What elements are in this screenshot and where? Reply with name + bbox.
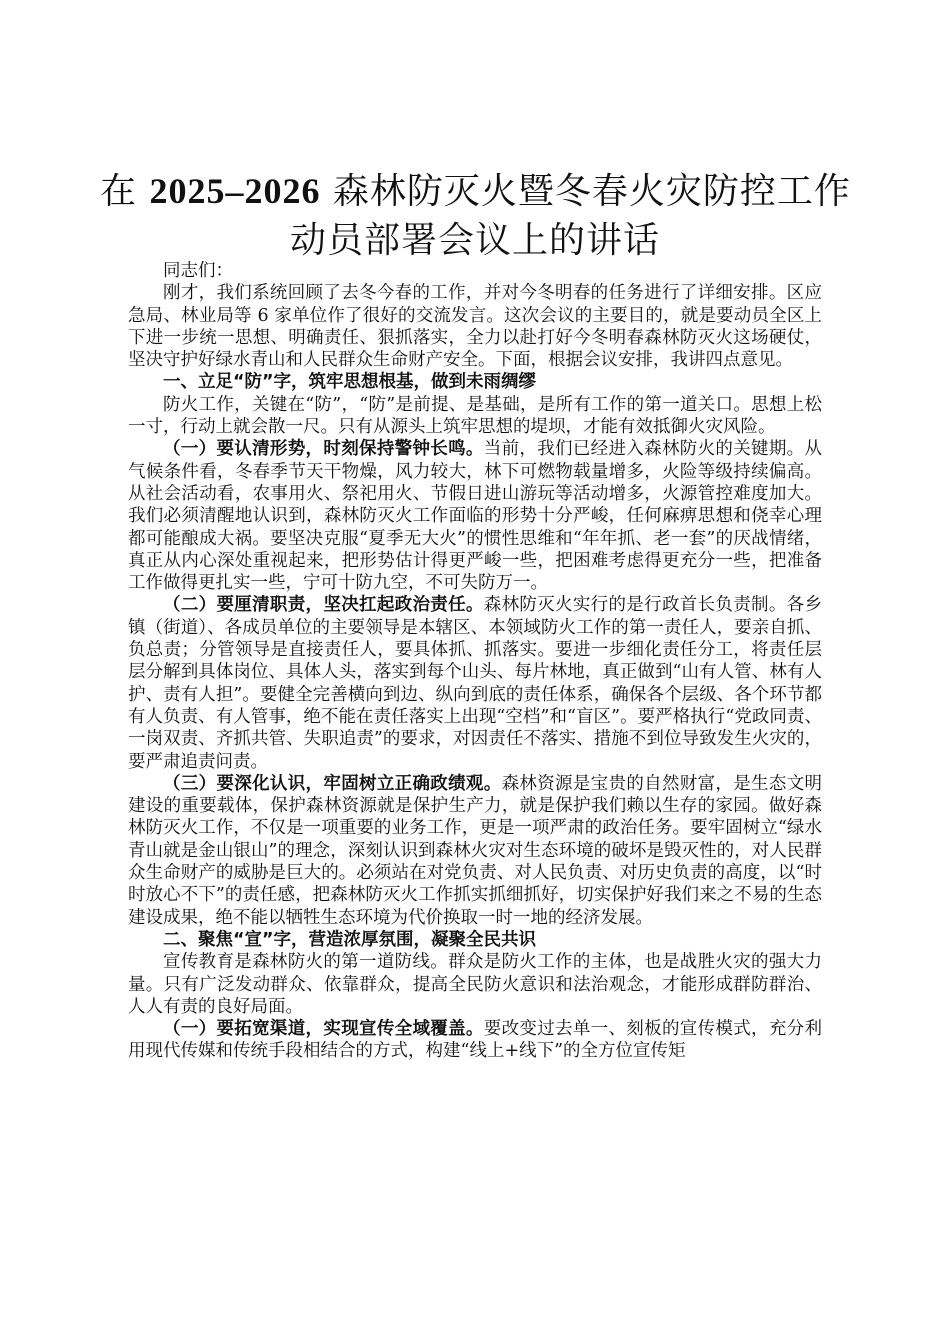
- document-title-line-1: [100, 166, 850, 217]
- section-1-item-1: [128, 438, 822, 594]
- section-1-paragraph: 防火工作，关键在“防”，“防”是前提、是基础，是所有工作的第一道关口。思想上松一寸，行动上就会散一尺。只有从源头上筑牢思想的堤坝，才能有效抵御火灾风险。: [128, 394, 822, 438]
- section-2-item-1: [128, 1018, 822, 1063]
- item-lead: （二）要厘清职责，坚决扛起政治责任。: [163, 595, 484, 616]
- intro-paragraph: 刚才，我们系统回顾了去冬今春的工作，并对今冬明春的任务进行了详细安排。区应急局、林业局等 6 家单位作了很好的交流发言。这次会议的主要目的，就是要动员全区上下进一步统一思想、明确责任、狠抓落实，全力以赴打好今冬明春森林防灭火这场硬仗，坚决守护好绿水青山和人民群众生命财产安全。下面，根据会议安排，我讲四点意见。: [128, 283, 822, 371]
- item-text: 森林资源是宝贵的自然财富，是生态文明建设的重要载体，保护森林资源就是保护生产力，就是保护我们赖以生存的家园。做好森林防灭火工作，不仅是一项重要的业务工作，更是一项严肃的政治任务。要牢固树立“绿水青山就是金山银山”的理念，深刻认识到森林火灾对生态环境的破坏是毁灭性的，对人民群众生命财产的威胁是巨大的。必须站在对党负责、对人民负责、对历史负责的高度，以“时时放心不下”的责任感，把森林防灭火工作抓实抓细抓好，切实保护好我们来之不易的生态建设成果，绝不能以牺牲生态环境为代价换取一时一地的经济发展。: [128, 773, 823, 928]
- greeting: 同志们：: [163, 261, 233, 281]
- item-text: 当前，我们已经进入森林防火的关键期。从气候条件看，冬春季节天干物燥，风力较大，林下可燃物载量增多，火险等级持续偏高。从社会活动看，农事用火、祭祀用火、节假日进山游玩等活动增多，火源管控难度加大。我们必须清醒地认识到，森林防灭火工作面临的形势十分严峻，任何麻痹思想和侥幸心理都可能酿成大祸。要坚决克服“夏季无大火”的惯性思维和“年年抓、老一套”的厌战情绪，真正从内心深处重视起来，把形势估计得更严峻一些，把困难考虑得更充分一些，把准备工作做得更扎实一些，宁可十防九空，不可失防万一。: [128, 439, 822, 594]
- section-2-heading: 二、聚焦“宣”字，营造浓厚氛围，凝聚全民共识: [163, 929, 537, 950]
- title-prefix: 在: [100, 171, 150, 212]
- section-1-item-2: [128, 594, 822, 772]
- document-title-line-2: 动员部署会议上的讲话: [289, 220, 660, 261]
- title-year: 2025–2026: [149, 171, 321, 211]
- item-text: 森林防灭火实行的是行政首长负责制。各乡镇（街道）、各成员单位的主要领导是本辖区、本领域防火工作的第一责任人，要亲自抓、负总责；分管领导是直接责任人，要具体抓、抓落实。要进一步细化责任分工，将责任层层分解到具体岗位、具体人头，落实到每个山头、每片林地，真正做到“山有人管、林有人护、责有人担”。要健全完善横向到边、纵向到底的责任体系，确保各个层级、各个环节都有人负责、有人管事，绝不能在责任落实上出现“空档”和“盲区”。要严格执行“党政同责、一岗双责、齐抓共管、失职追责”的要求，对因责任不落实、措施不到位导致发生火灾的，要严肃追责问责。: [128, 595, 822, 772]
- title-suffix: 森林防灭火暨冬春火灾防控工作: [320, 171, 851, 212]
- document-body: [128, 260, 822, 1063]
- section-1-item-3: [128, 773, 822, 929]
- item-lead: （三）要深化认识，牢固树立正确政绩观。: [163, 773, 502, 794]
- item-lead: （一）要拓宽渠道，实现宣传全域覆盖。: [163, 1019, 484, 1040]
- section-2-paragraph: 宣传教育是森林防火的第一道防线。群众是防火工作的主体，也是战胜火灾的强大力量。只有广泛发动群众、依靠群众，提高全民防火意识和法治观念，才能形成群防群治、人人有责的良好局面。: [128, 952, 822, 1017]
- section-1-heading: 一、立足“防”字，筑牢思想根基，做到未雨绸缪: [163, 372, 537, 393]
- item-text: 要改变过去单一、刻板的宣传模式，充分利用现代传媒和传统手段相结合的方式，构建“线上+线下”的全方位宣传矩: [128, 1019, 822, 1062]
- item-lead: （一）要认清形势，时刻保持警钟长鸣。: [163, 439, 484, 460]
